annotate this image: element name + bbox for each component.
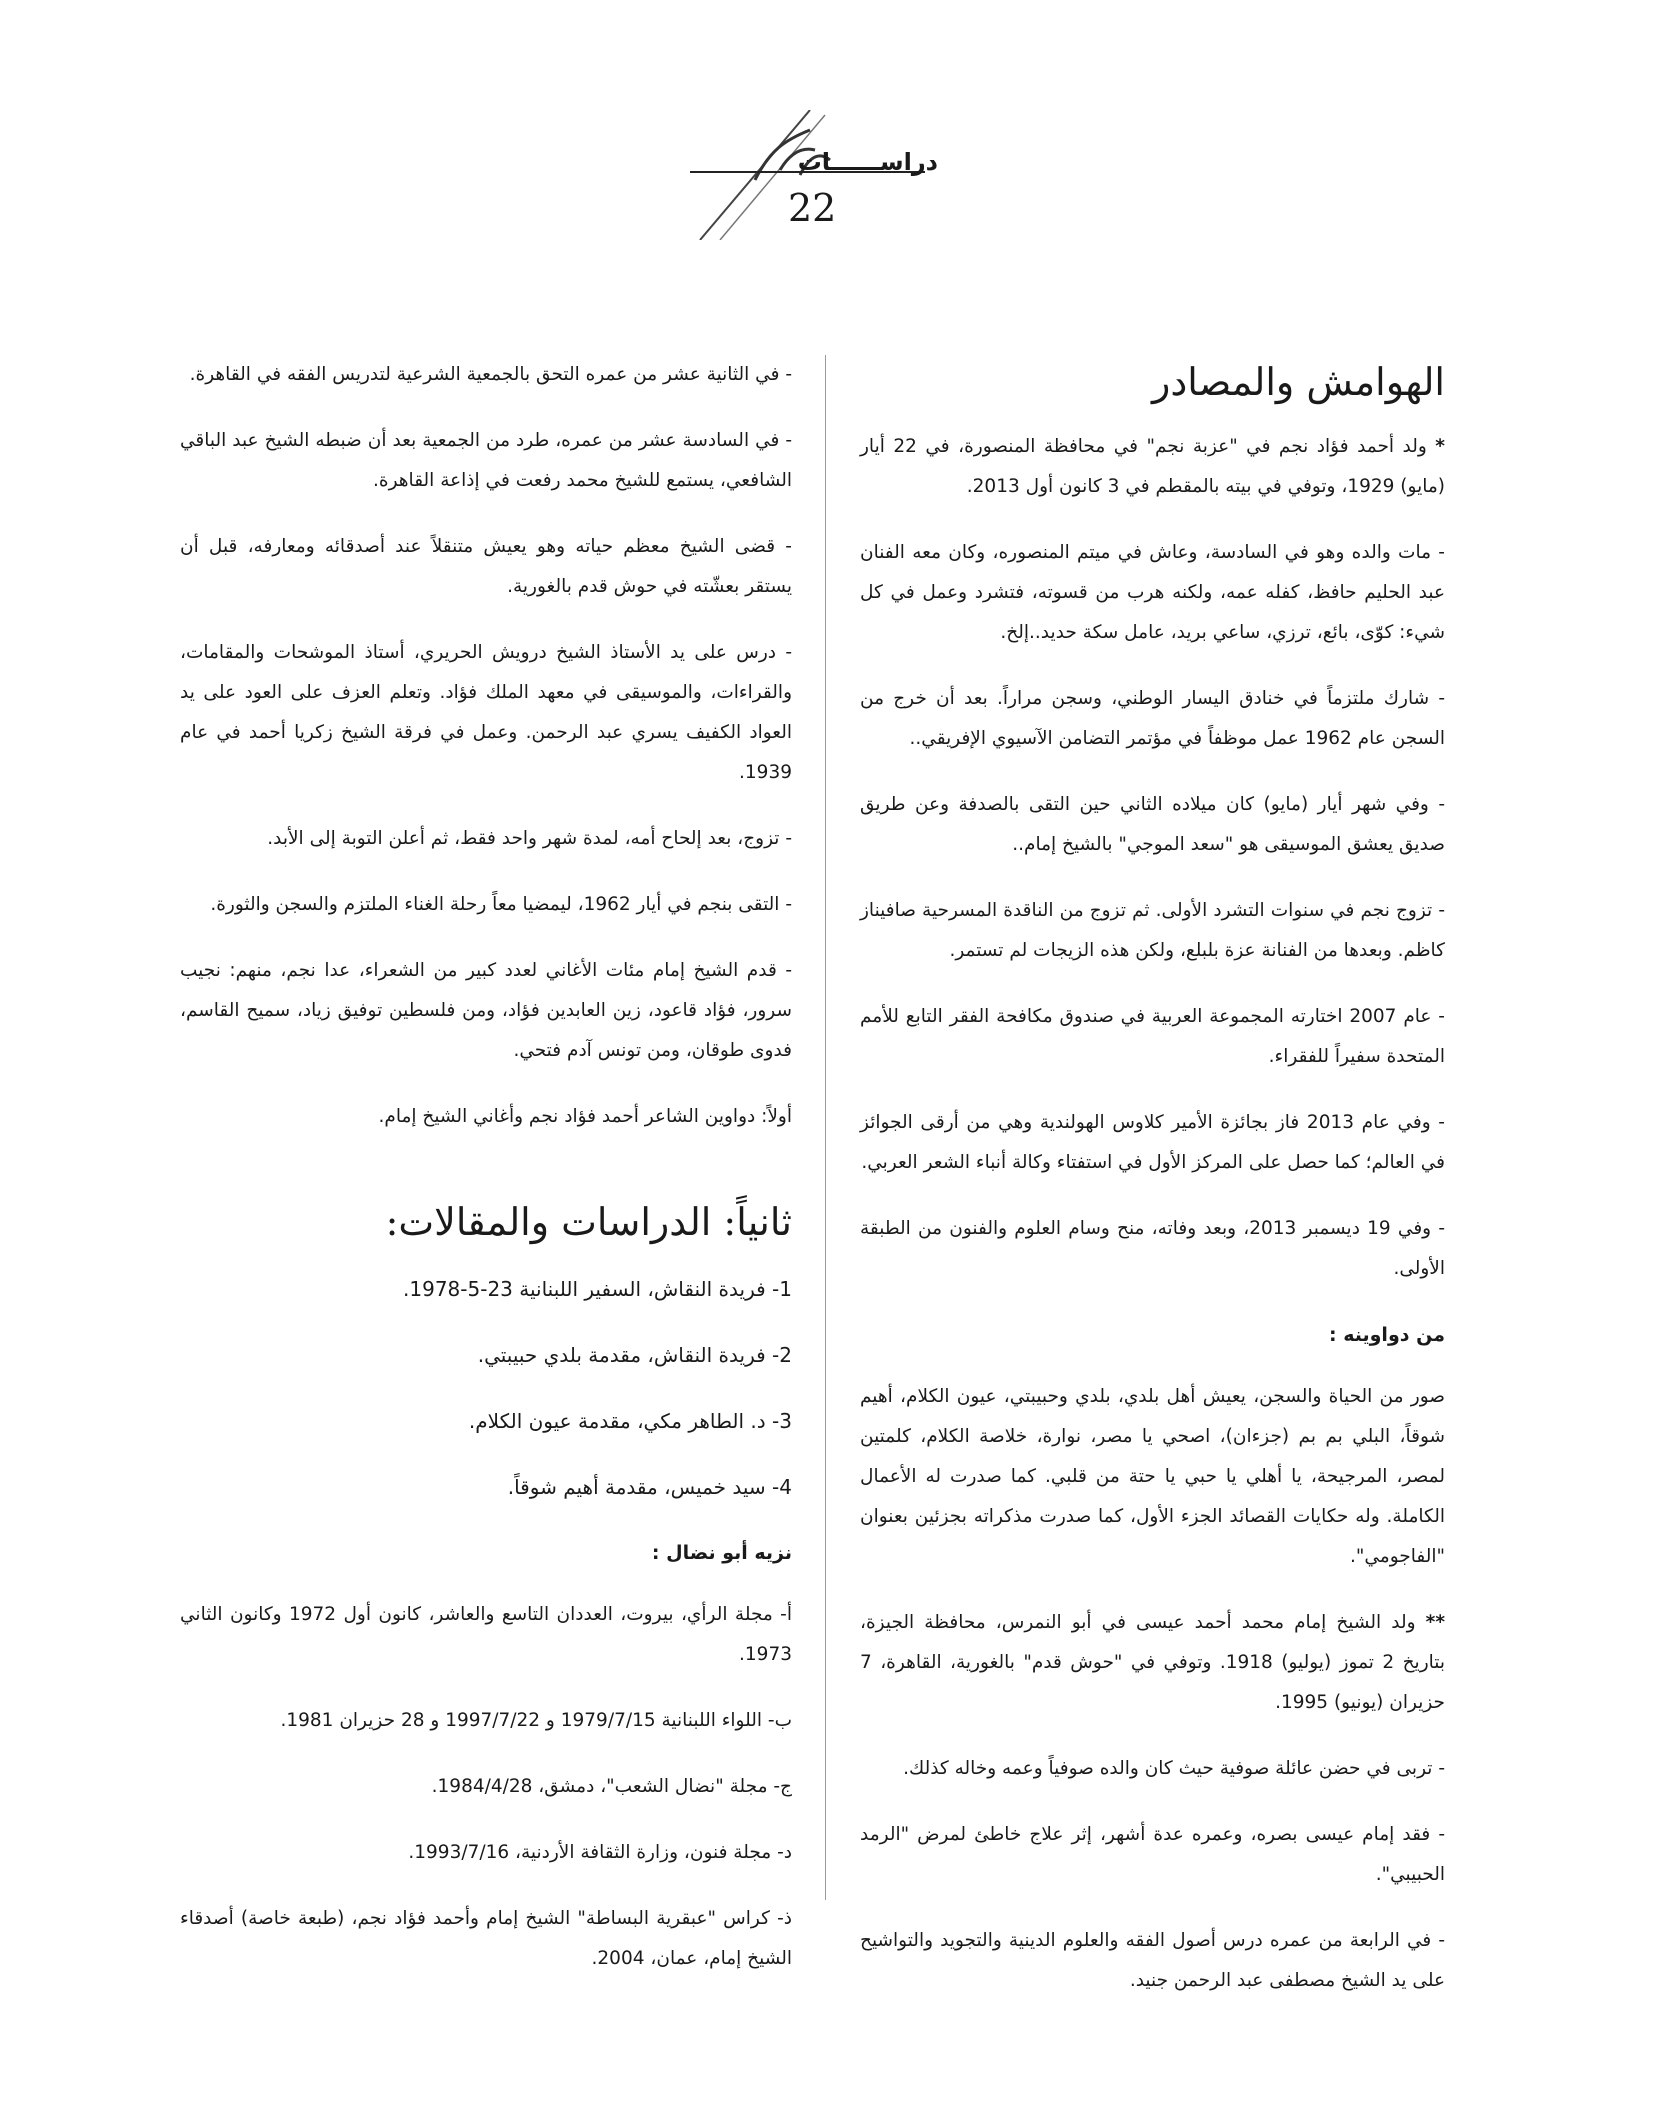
paragraph: - وفي 19 ديسمبر 2013، وبعد وفاته، منح وسام العلوم والفنون من الطبقة الأولى. — [860, 1218, 1446, 1279]
paragraph: - في الرابعة من عمره درس أصول الفقه والعلوم الدينية والتجويد والتواشيح على يد الشيخ مصطفى عبد الرحمن جنيد. — [860, 1930, 1445, 1991]
paragraph: - مات والده وهو في السادسة، وعاش في ميتم المنصوره، وكان معه الفنان عبد الحليم حافظ، كفله عمه، ولكنه هرب من قسوته، فتشرد وعمل في كل شيء: كوّى، بائع، ترزي، ساعي بريد، عامل سكة حديد..إلخ. — [860, 542, 1445, 643]
paragraph: - التقى بنجم في أيار 1962، ليمضيا معاً رحلة الغناء الملتزم والسجن والثورة. — [210, 894, 792, 915]
list-item: 4- سيد خميس، مقدمة أهيم شوقاً. — [507, 1475, 792, 1499]
note-2-marker: ** — [1425, 1612, 1445, 1633]
note-1-marker: * — [1435, 436, 1445, 457]
paragraph: - في الثانية عشر من عمره التحق بالجمعية الشرعية لتدريس الفقه في القاهرة. — [189, 364, 792, 385]
note-2 — [860, 1603, 1445, 1723]
paragraph: - قضى الشيخ معظم حياته وهو يعيش متنقلاً عند أصدقائه ومعارفه، قبل أن يستقر بعشّته في حوش قدم بالغورية. — [180, 536, 792, 597]
paragraph: - شارك ملتزماً في خنادق اليسار الوطني، وسجن مراراً. بعد أن خرج من السجن عام 1962 عمل موظفاً في مؤتمر التضامن الآسيوي الإفريقي.. — [860, 688, 1445, 749]
note-2-text: ولد الشيخ إمام محمد أحمد عيسى في أبو النمرس، محافظة الجيزة، بتاريخ 2 تموز (يوليو) 1918. وتوفي في "حوش قدم" بالغورية، القاهرة، 7 حزيران (يونيو) 1995. — [860, 1612, 1445, 1713]
section-title: دراســــــات — [797, 148, 938, 176]
note-1 — [860, 427, 1445, 507]
left-column — [180, 355, 792, 2005]
reference-item: ب- اللواء اللبنانية 1979/7/15 و 1997/7/22 و 28 حزيران 1981. — [280, 1710, 792, 1731]
paragraph: - تربى في حضن عائلة صوفية حيث كان والده صوفياً وعمه وخاله كذلك. — [903, 1758, 1445, 1779]
paragraph: - قدم الشيخ إمام مئات الأغاني لعدد كبير من الشعراء، عدا نجم، منهم: نجيب سرور، فؤاد قاعود، زين العابدين فؤاد، ومن فلسطين توفيق زياد، سميح القاسم، فدوى طوقان، ومن تونس آدم فتحي. — [180, 960, 792, 1061]
author-subheading: نزيه أبو نضال : — [651, 1542, 792, 1564]
list-item: 3- د. الطاهر مكي، مقدمة عيون الكلام. — [468, 1409, 792, 1433]
column-divider — [825, 355, 826, 1900]
note-1-text: ولد أحمد فؤاد نجم في "عزبة نجم" في محافظة المنصورة، في 22 أيار (مايو) 1929، وتوفي في بيته بالمقطم في 3 كانون أول 2013. — [860, 436, 1445, 497]
list-item: 1- فريدة النقاش، السفير اللبنانية 23-5-1978. — [403, 1277, 792, 1301]
list-item: 2- فريدة النقاش، مقدمة بلدي حبيبتي. — [477, 1343, 792, 1367]
paragraph: - درس على يد الأستاذ الشيخ درويش الحريري، أستاذ الموشحات والمقامات، والقراءات، والموسيقى في معهد الملك فؤاد. وتعلم العزف على العود على يد العواد الكفيف يسري عبد الرحمن. وعمل في فرقة الشيخ زكريا أحمد في عام 1939. — [180, 642, 792, 783]
reference-item: ج- مجلة "نضال الشعب"، دمشق، 1984/4/28. — [431, 1776, 792, 1797]
reference-item: أ- مجلة الرأي، بيروت، العددان التاسع والعاشر، كانون أول 1972 وكانون الثاني 1973. — [180, 1604, 792, 1665]
paragraph: - وفي شهر أيار (مايو) كان ميلاده الثاني حين التقى بالصدفة وعن طريق صديق يعشق الموسيقى هو "سعد الموجي" بالشيخ إمام.. — [860, 794, 1445, 855]
reference-item: ذ- كراس "عبقرية البساطة" الشيخ إمام وأحمد فؤاد نجم، (طبعة خاصة) أصدقاء الشيخ إمام، عمان، 2004. — [180, 1908, 792, 1969]
paragraph: - وفي عام 2013 فاز بجائزة الأمير كلاوس الهولندية وهي من أرقى الجوائز في العالم؛ كما حصل على المركز الأول في استفتاء وكالة أنباء الشعر العربي. — [860, 1112, 1445, 1173]
notes-heading: الهوامش والمصادر — [1152, 360, 1445, 404]
page-number: 22 — [788, 186, 837, 230]
works-subheading: من دواوينه : — [1329, 1324, 1445, 1346]
page-header — [660, 110, 980, 240]
paragraph: - في السادسة عشر من عمره، طرد من الجمعية بعد أن ضبطه الشيخ عبد الباقي الشافعي، يستمع للشيخ محمد رفعت في إذاعة القاهرة. — [180, 430, 792, 491]
studies-heading: ثانياً: الدراسات والمقالات: — [385, 1200, 792, 1244]
paragraph: - تزوج نجم في سنوات التشرد الأولى. ثم تزوج من الناقدة المسرحية صافيناز كاظم. وبعدها من الفنانة عزة بلبلع، ولكن هذه الزيجات لم تستمر. — [860, 900, 1445, 961]
paragraph: أولاً: دواوين الشاعر أحمد فؤاد نجم وأغاني الشيخ إمام. — [378, 1106, 792, 1127]
paragraph: - تزوج، بعد إلحاح أمه، لمدة شهر واحد فقط، ثم أعلن التوبة إلى الأبد. — [267, 828, 792, 849]
paragraph: صور من الحياة والسجن، يعيش أهل بلدي، بلدي وحبيبتي، عيون الكلام، أهيم شوقاً، البلي بم بم (جزءان)، اصحي يا مصر، نوارة، خلاصة الكلام، كلمتين لمصر، المرجيحة، يا أهلي يا حبي يا حتة من قلبي. كما صدرت له الأعمال الكاملة. وله حكايات القصائد الجزء الأول، كما صدرت مذكراته بجزئين بعنوان "الفاجومي". — [860, 1386, 1445, 1567]
reference-item: د- مجلة فنون، وزارة الثقافة الأردنية، 1993/7/16. — [408, 1842, 792, 1863]
right-column — [860, 355, 1445, 2027]
paragraph: - فقد إمام عيسى بصره، وعمره عدة أشهر، إثر علاج خاطئ لمرض "الرمد الحبيبي". — [860, 1824, 1445, 1885]
paragraph: - عام 2007 اختارته المجموعة العربية في صندوق مكافحة الفقر التابع للأمم المتحدة سفيراً للفقراء. — [860, 1006, 1445, 1067]
